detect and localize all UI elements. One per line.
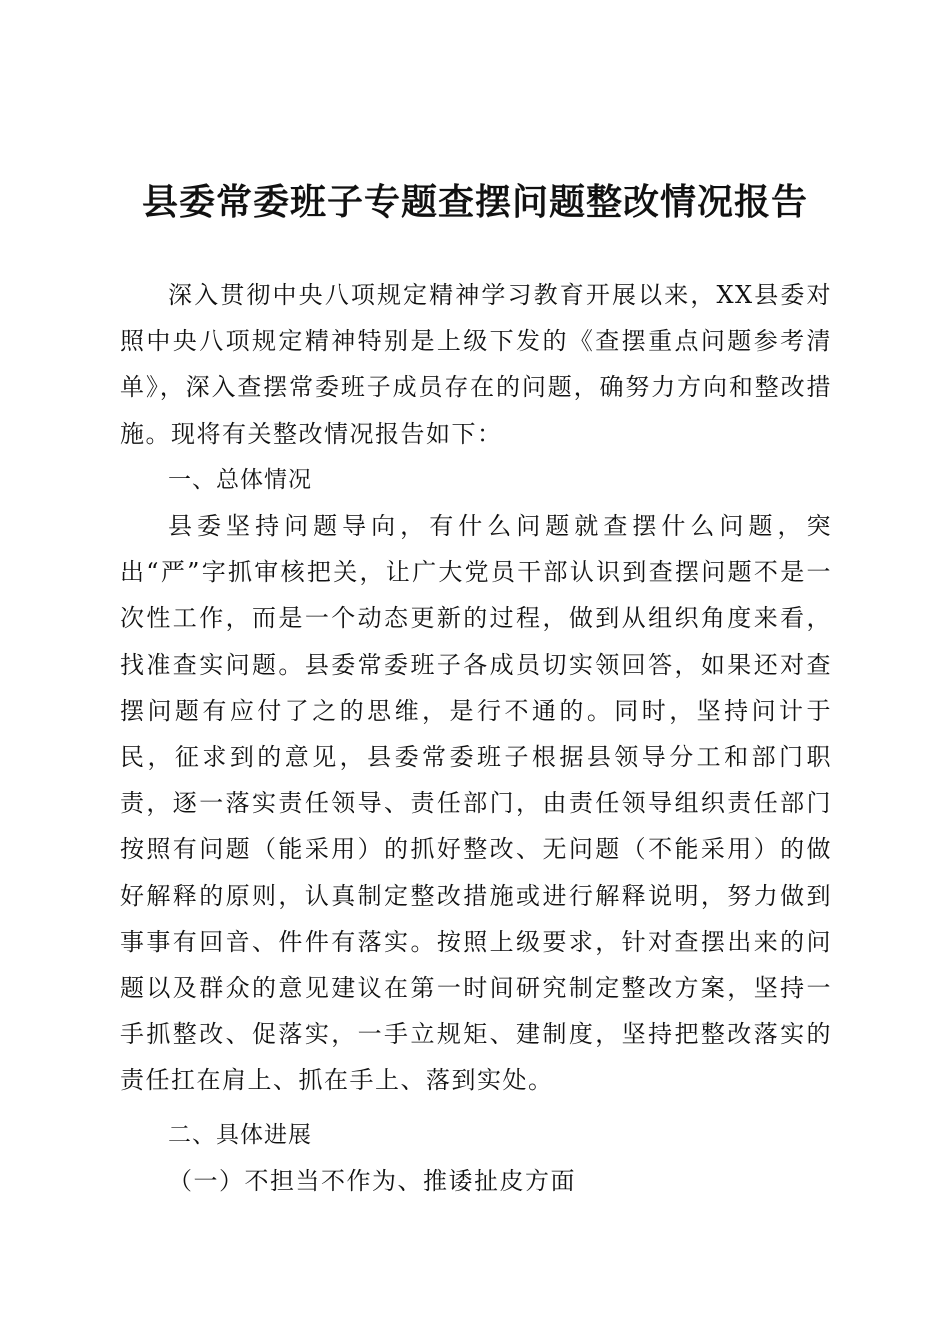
section-heading-progress: 二、具体进展 bbox=[168, 1121, 312, 1148]
section-heading-overview: 一、总体情况 bbox=[168, 466, 312, 493]
page-title: 县委常委班子专题查摆问题整改情况报告 bbox=[141, 181, 808, 223]
overview-paragraph: 县委坚持问题导向，有什么问题就查摆什么问题，突出“严”字抓审核把关，让广大党员干部认识到查摆问题不是一次性工作，而是一个动态更新的过程，做到从组织角度来看，找准查实问题。县委常委班子各成员切实领回答，如果还对查摆问题有应付了之的思维，是行不通的。同时，坚持问计于民，征求到的意见，县委常委班子根据县领导分工和部门职责，逐一落实责任领导、责任部门，由责任领导组织责任部门按照有问题（能采用）的抓好整改、无问题（不能采用）的做好解释的原则，认真制定整改措施或进行解释说明，努力做到事事有回音、件件有落实。按照上级要求，针对查摆出来的问题以及群众的意见建议在第一时间研究制定整改方案，坚持一手抓整改、促落实，一手立规矩、建制度，坚持把整改落实的责任扛在肩上、抓在手上、落到实处。 bbox=[120, 512, 832, 1095]
intro-paragraph: 深入贯彻中央八项规定精神学习教育开展以来，XX县委对照中央八项规定精神特别是上级下发的《查摆重点问题参考清单》，深入查摆常委班子成员存在的问题，确努力方向和整改措施。现将有关整改情况报告如下： bbox=[120, 281, 832, 448]
document-body bbox=[120, 272, 832, 1204]
subsection-heading: （一）不担当不作为、推诿扯皮方面 bbox=[168, 1166, 576, 1195]
